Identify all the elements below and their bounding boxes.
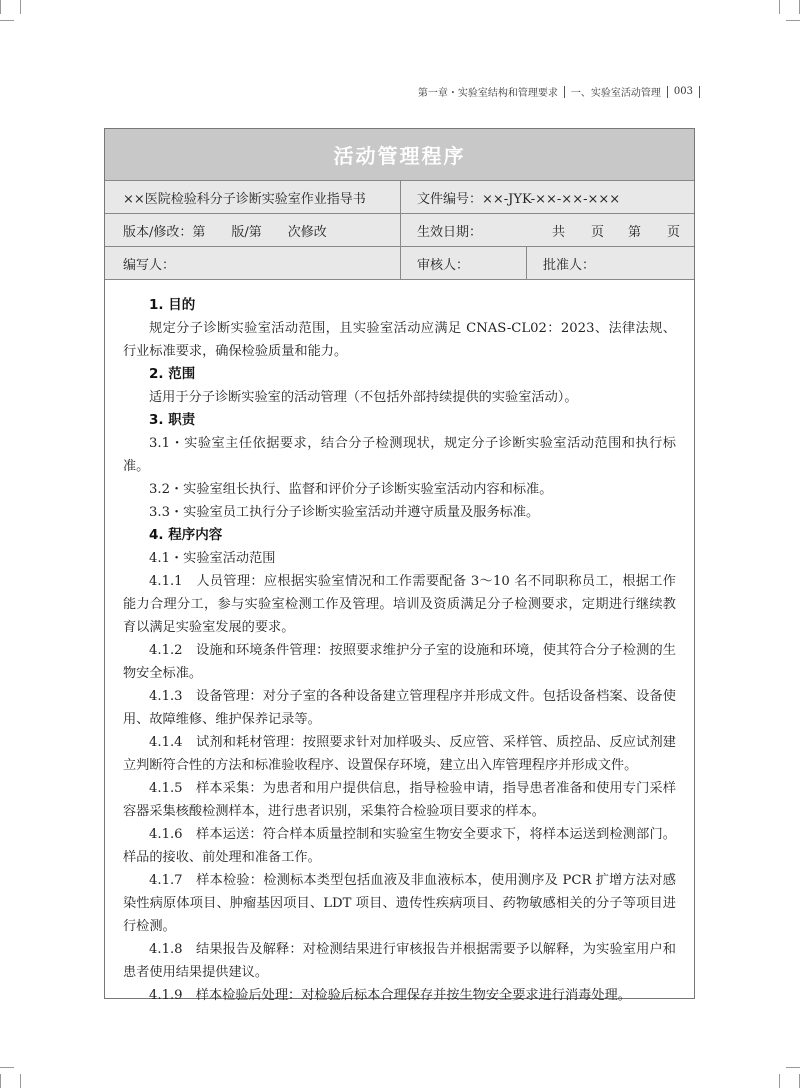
info-row-3: [105, 247, 694, 280]
info-row-2: [105, 214, 694, 247]
document-body: [105, 280, 694, 1007]
author-field: 编写人：: [105, 247, 401, 279]
section-title: 一、实验室活动管理: [570, 88, 661, 99]
section-heading: 3. 职责: [149, 412, 196, 428]
paragraph: 4.1.5 样本采集：为患者和用户提供信息，指导检验申请，指导患者准备和使用专门采样容器采集核酸检测样本，进行患者识别，采集符合检验项目要求的样本。: [123, 781, 676, 819]
section-heading: 1. 目的: [149, 297, 196, 313]
crop-mark: [20, 1074, 21, 1088]
guide-name: ××医院检验科分子诊断实验室作业指导书: [105, 181, 401, 213]
paragraph: 4.1.2 设施和环境条件管理：按照要求维护分子室的设施和环境，使其符合分子检测的生物安全标准。: [123, 643, 676, 681]
page-count: [482, 221, 694, 240]
effective-date-cell: [401, 214, 694, 246]
crop-mark: [786, 20, 800, 21]
section-heading: 2. 范围: [149, 366, 196, 382]
reviewer-field: 审核人：: [401, 247, 527, 279]
approver-field: 批准人：: [543, 257, 596, 273]
running-header: [418, 84, 700, 99]
document-frame: [104, 128, 695, 1003]
paragraph: 3.1・实验室主任依据要求，结合分子检测现状，规定分子诊断实验室活动范围和执行标准。: [123, 436, 676, 474]
crop-mark: [786, 1067, 800, 1068]
crop-mark: [779, 0, 780, 14]
paragraph: 适用于分子诊断实验室的活动管理（不包括外部持续提供的实验室活动）。: [149, 390, 578, 405]
paragraph: 4.1・实验室活动范围: [149, 551, 276, 566]
header-divider: [699, 86, 700, 98]
paragraph: 4.1.4 试剂和耗材管理：按照要求针对加样吸头、反应管、采样管、质控品、反应试剂建立判断符合性的方法和标准验收程序、设置保存环境，建立出入库管理程序并形成文件。: [123, 735, 676, 773]
paragraph: 3.2・实验室组长执行、监督和评价分子诊断实验室活动内容和标准。: [149, 482, 553, 497]
paragraph: 4.1.7 样本检验：检测标本类型包括血液及非血液标本，使用测序及 PCR 扩增方法对感染性病原体项目、肿瘤基因项目、LDT 项目、遗传性疾病项目、药物敏感相关的分子等项目进行检测。: [123, 873, 676, 934]
effective-date-label: 生效日期：: [417, 224, 483, 240]
chapter-title: 第一章・实验室结构和管理要求: [417, 88, 558, 99]
paragraph: 4.1.6 样本运送：符合样本质量控制和实验室生物安全要求下，将样本运送到检测部门。样品的接收、前处理和准备工作。: [123, 827, 676, 865]
section-heading: 4. 程序内容: [149, 527, 223, 543]
paragraph: 4.1.1 人员管理：应根据实验室情况和工作需要配备 3～10 名不同职称员工，根据工作能力合理分工，参与实验室检测工作及管理。培训及资质满足分子检测要求，定期进行继续教育以满足实验室发展的要求。: [123, 574, 676, 635]
paragraph: 4.1.9 样本检验后处理：对检验后标本合理保存并按生物安全要求进行消毒处理。: [149, 988, 631, 1003]
total-pages: 共 页: [552, 224, 605, 240]
crop-mark: [0, 1074, 1, 1088]
page-number: 003: [673, 86, 693, 97]
paragraph: 4.1.3 设备管理：对分子室的各种设备建立管理程序并形成文件。包括设备档案、设备使用、故障维修、维护保养记录等。: [123, 689, 676, 727]
paragraph: 4.1.8 结果报告及解释：对检测结果进行审核报告并根据需要予以解释，为实验室用户和患者使用结果提供建议。: [123, 942, 676, 980]
crop-mark: [0, 0, 1, 14]
crop-mark: [20, 0, 21, 14]
file-number: 文件编号：××-JYK-××-××-×××: [417, 191, 621, 207]
crop-mark: [0, 20, 14, 21]
current-page: 第 页: [627, 224, 680, 240]
crop-mark: [779, 1074, 780, 1088]
version-field: 版本/修改：第 版/第 次修改: [105, 214, 401, 246]
header-divider: [564, 86, 565, 98]
document-title: 活动管理程序: [105, 129, 694, 181]
info-row-1: [105, 181, 694, 214]
crop-mark: [0, 1067, 14, 1068]
paragraph: 3.3・实验室员工执行分子诊断实验室活动并遵守质量及服务标准。: [149, 505, 540, 520]
paragraph: 规定分子诊断实验室活动范围，且实验室活动应满足 CNAS-CL02：2023、法律法规、行业标准要求，确保检验质量和能力。: [123, 321, 676, 359]
header-divider: [667, 86, 668, 98]
